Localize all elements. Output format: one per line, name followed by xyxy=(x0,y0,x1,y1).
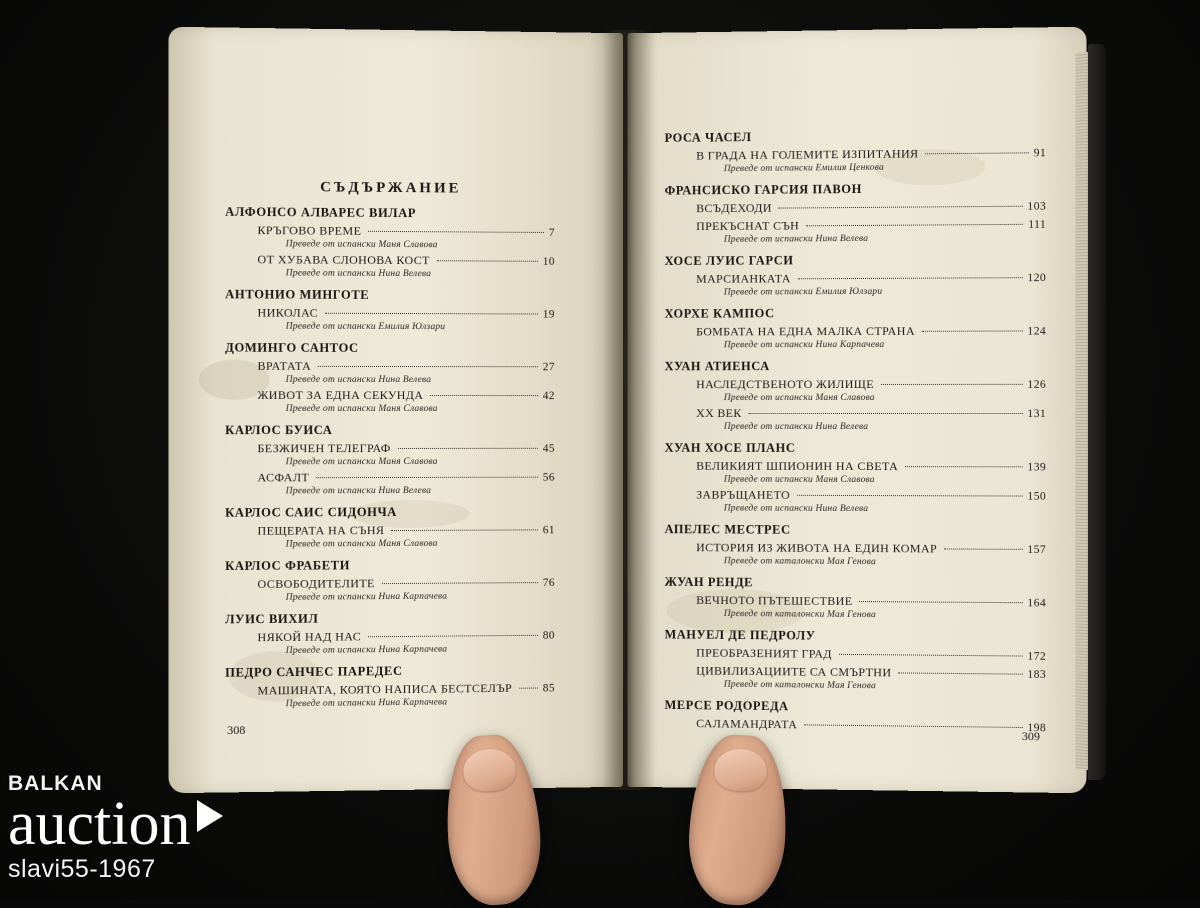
toc-author: КАРЛОС САИС СИДОНЧА xyxy=(225,505,397,520)
toc-translator-note: Преведе от испански Нина Карпачева xyxy=(285,591,448,603)
toc-leader-dots xyxy=(898,672,1022,674)
toc-entry-page: 139 xyxy=(1027,461,1047,474)
toc-entry-title: АСФАЛТ xyxy=(257,470,310,485)
toc-entry-title: КРЪГОВО ВРЕМЕ xyxy=(257,223,362,238)
toc-leader-dots xyxy=(519,688,538,689)
toc-author: МЕРСЕ РОДОРЕДА xyxy=(664,697,789,714)
toc-translator-note: Преведе от испански Емилия Юлзари xyxy=(285,321,446,333)
toc-leader-dots xyxy=(391,529,537,531)
toc-translator-note: Преведе от испански Нина Велева xyxy=(723,233,869,245)
toc-entry-title: XX ВЕК xyxy=(696,406,742,420)
toc-translator-note: Преведе от испански Нина Карпачева xyxy=(285,697,448,710)
toc-entry-page: 7 xyxy=(548,227,555,240)
toc-entry-title: ЗАВРЪЩАНЕТО xyxy=(696,487,791,502)
toc-author: ХОРХЕ КАМПОС xyxy=(664,306,775,321)
toc-entry-title: ОТ ХУБАВА СЛОНОВА КОСТ xyxy=(257,252,430,268)
toc-leader-dots xyxy=(437,260,538,262)
toc-entry-title: ПРЕКЪСНАТ СЪН xyxy=(696,218,800,234)
toc-translator-note: Преведе от каталонски Мая Генова xyxy=(723,609,876,621)
toc-leader-dots xyxy=(368,231,543,233)
toc-translator-note: Преведе от испански Маня Славова xyxy=(285,239,438,251)
toc-entry-page: 61 xyxy=(542,524,555,537)
toc-entry-page: 56 xyxy=(542,471,555,484)
toc-translator-note: Преведе от испански Маня Славова xyxy=(723,474,875,486)
toc-author: ХУАН ХОСЕ ПЛАНС xyxy=(664,440,796,455)
toc-entry xyxy=(665,377,1046,392)
toc-entry-page: 91 xyxy=(1033,147,1047,160)
toc-author: ЖУАН РЕНДЕ xyxy=(664,574,754,590)
toc-entry xyxy=(225,388,555,403)
toc-translator-note: Преведе от испански Нина Велева xyxy=(285,485,432,497)
toc-entry xyxy=(225,441,555,456)
toc-entry xyxy=(225,252,555,269)
toc-entry-title: ЖИВОТ ЗА ЕДНА СЕКУНДА xyxy=(257,387,424,403)
toc-author: ХОСЕ ЛУИС ГАРСИ xyxy=(664,253,794,269)
toc-translator-note: Преведе от каталонски Мая Генова xyxy=(723,679,876,692)
toc-entry-page: 19 xyxy=(542,308,555,321)
toc-entry xyxy=(665,323,1046,339)
toc-entry-page: 150 xyxy=(1027,490,1047,503)
toc-entry-title: ВЕЧНОТО ПЪТЕШЕСТВИЕ xyxy=(696,592,853,608)
toc-leader-dots xyxy=(881,384,1022,385)
toc-translator-note: Преведе от испански Емилия Юлзари xyxy=(723,286,883,298)
toc-author: АНТОНИО МИНГОТЕ xyxy=(225,287,370,302)
toc-author: ЛУИС ВИХИЛ xyxy=(225,611,319,627)
toc-leader-dots xyxy=(797,495,1022,497)
fingernail xyxy=(714,748,768,793)
toc-entry-page: 76 xyxy=(542,577,555,590)
toc-entry-title: ВСЪДЕХОДИ xyxy=(696,200,772,216)
watermark-top-text: BALKAN xyxy=(8,771,103,795)
play-icon xyxy=(197,800,223,832)
toc-author: АПЕЛЕС МЕСТРЕС xyxy=(664,522,791,537)
toc-entry-title: МАРСИАНКАТА xyxy=(696,271,791,286)
book-cover-edge xyxy=(1088,44,1106,780)
toc-entry xyxy=(665,406,1046,421)
watermark-main-label: auction xyxy=(8,789,191,858)
toc-author: ПЕДРО САНЧЕС ПАРЕДЕС xyxy=(225,663,403,680)
toc-entry xyxy=(665,540,1046,557)
toc-translator-note: Преведе от испански Нина Велева xyxy=(723,421,869,433)
toc-entry-title: ОСВОБОДИТЕЛИТЕ xyxy=(257,576,375,591)
toc-entry-page: 164 xyxy=(1027,597,1047,610)
toc-entry-page: 120 xyxy=(1027,272,1047,285)
toc-leader-dots xyxy=(325,313,538,315)
toc-entry-page: 198 xyxy=(1027,722,1047,735)
toc-entry xyxy=(225,575,555,592)
toc-translator-note: Преведе от испански Нина Велева xyxy=(285,268,432,280)
watermark-main-text xyxy=(8,789,223,858)
toc-author: ДОМИНГО САНТОС xyxy=(225,340,359,355)
toc-entry-page: 27 xyxy=(542,361,555,374)
book-page-right xyxy=(627,27,1086,794)
toc-entry-page: 124 xyxy=(1027,325,1047,338)
toc-entry xyxy=(665,217,1046,235)
toc-entry xyxy=(665,459,1046,475)
toc-translator-note: Преведе от испански Нина Карпачева xyxy=(285,644,448,657)
toc-author: ХУАН АТИЕНСА xyxy=(664,359,770,374)
toc-entry-page: 183 xyxy=(1027,668,1047,681)
toc-leader-dots xyxy=(779,206,1023,209)
toc-author: МАНУЕЛ ДЕ ПЕДРОЛУ xyxy=(664,627,816,643)
toc-translator-note: Преведе от испански Маня Славова xyxy=(285,538,438,550)
toc-entry xyxy=(665,270,1046,287)
toc-entry-title: НЯКОЙ НАД НАС xyxy=(257,629,362,645)
toc-leader-dots xyxy=(926,152,1029,154)
toc-leader-dots xyxy=(859,601,1022,603)
toc-right-column xyxy=(665,118,1046,735)
toc-entry-page: 172 xyxy=(1027,650,1047,663)
toc-leader-dots xyxy=(798,277,1023,279)
toc-leader-dots xyxy=(382,582,538,584)
toc-entry-page: 80 xyxy=(542,629,555,642)
toc-entry xyxy=(665,645,1046,663)
toc-entry xyxy=(225,305,555,321)
toc-entry xyxy=(665,716,1046,736)
toc-entry-title: БЕЗЖИЧЕН ТЕЛЕГРАФ xyxy=(257,441,391,456)
toc-translator-note: Преведе от испански Емилия Ценкова xyxy=(723,162,884,175)
toc-translator-note: Преведе от испански Маня Славова xyxy=(285,403,438,415)
toc-entry-page: 131 xyxy=(1027,407,1047,421)
toc-author: АЛФОНСО АЛВАРЕС ВИЛАР xyxy=(225,204,417,221)
toc-entry xyxy=(225,470,555,486)
toc-leader-dots xyxy=(398,448,538,449)
toc-entry-page: 111 xyxy=(1028,218,1047,231)
book-page-left xyxy=(168,27,622,794)
toc-entry-page: 42 xyxy=(542,390,555,403)
fingernail xyxy=(462,747,517,793)
toc-entry xyxy=(225,359,555,375)
toc-entry-title: САЛАМАНДРАТА xyxy=(696,716,798,732)
toc-entry-title: ПРЕОБРАЗЕНИЯТ ГРАД xyxy=(696,645,832,661)
watermark-seller-name: slavi55-1967 xyxy=(8,855,156,883)
toc-entry-page: 85 xyxy=(542,682,555,695)
toc-entry-page: 103 xyxy=(1027,200,1047,213)
toc-entry-title: ПЕЩЕРАТА НА СЪНЯ xyxy=(257,523,385,538)
toc-entry-page: 157 xyxy=(1027,543,1047,557)
toc-author: ФРАНСИСКО ГАРСИЯ ПАВОН xyxy=(664,181,862,198)
folio-right: 309 xyxy=(1021,728,1041,744)
toc-entry xyxy=(225,522,555,538)
toc-entry xyxy=(225,223,555,240)
toc-entry-title: МАШИНАТА, КОЯТО НАПИСА БЕСТСЕЛЪР xyxy=(257,680,513,698)
toc-translator-note: Преведе от испански Нина Велева xyxy=(723,503,869,515)
toc-leader-dots xyxy=(804,724,1022,728)
toc-entry-title: В ГРАДА НА ГОЛЕМИТЕ ИЗПИТАНИЯ xyxy=(696,146,919,163)
toc-leader-dots xyxy=(905,466,1022,467)
toc-entry-title: НИКОЛАС xyxy=(257,305,318,320)
toc-entry-title: ВЕЛИКИЯТ ШПИОНИН НА СВЕТА xyxy=(696,458,899,474)
toc-entry-title: ИСТОРИЯ ИЗ ЖИВОТА НА ЕДИН КОМАР xyxy=(696,540,938,556)
toc-entry-title: НАСЛЕДСТВЕНОТО ЖИЛИЩЕ xyxy=(696,376,874,392)
toc-entry xyxy=(665,593,1046,611)
toc-author: РОСА ЧАСЕЛ xyxy=(664,130,752,145)
toc-entry-page: 10 xyxy=(542,255,555,268)
toc-translator-note: Преведе от испански Маня Славова xyxy=(723,392,875,404)
toc-entry-page: 126 xyxy=(1027,378,1047,391)
toc-entry-title: ЦИВИЛИЗАЦИИТЕ СА СМЪРТНИ xyxy=(696,663,892,680)
toc-group-list-right xyxy=(665,127,1046,735)
open-book xyxy=(170,30,1085,790)
toc-leader-dots xyxy=(749,413,1023,414)
toc-leader-dots xyxy=(839,654,1022,657)
toc-left-column xyxy=(225,179,555,710)
toc-entry-title: БОМБАТА НА ЕДНА МАЛКА СТРАНА xyxy=(696,323,915,339)
toc-leader-dots xyxy=(806,224,1023,227)
toc-entry-title: ВРАТАТА xyxy=(257,358,312,373)
page-title: СЪДЪРЖАНИЕ xyxy=(320,179,462,197)
toc-entry xyxy=(225,628,555,646)
toc-leader-dots xyxy=(316,477,538,479)
toc-leader-dots xyxy=(368,635,538,637)
toc-author: КАРЛОС БУИСА xyxy=(225,423,333,438)
folio-left: 308 xyxy=(227,722,246,738)
toc-translator-note: Преведе от испански Нина Велева xyxy=(285,374,432,386)
toc-leader-dots xyxy=(944,548,1022,549)
toc-group-list-left xyxy=(225,205,555,710)
toc-leader-dots xyxy=(430,395,537,396)
toc-entry-page: 45 xyxy=(542,442,555,455)
toc-leader-dots xyxy=(922,331,1022,332)
toc-entry xyxy=(665,487,1046,503)
toc-entry xyxy=(665,198,1046,216)
toc-translator-note: Преведе от каталонски Мая Генова xyxy=(723,556,876,568)
toc-leader-dots xyxy=(318,366,538,367)
toc-translator-note: Преведе от испански Нина Карпачева xyxy=(723,339,885,351)
toc-translator-note: Преведе от испански Маня Славова xyxy=(285,456,438,468)
toc-author: КАРЛОС ФРАБЕТИ xyxy=(225,558,351,574)
